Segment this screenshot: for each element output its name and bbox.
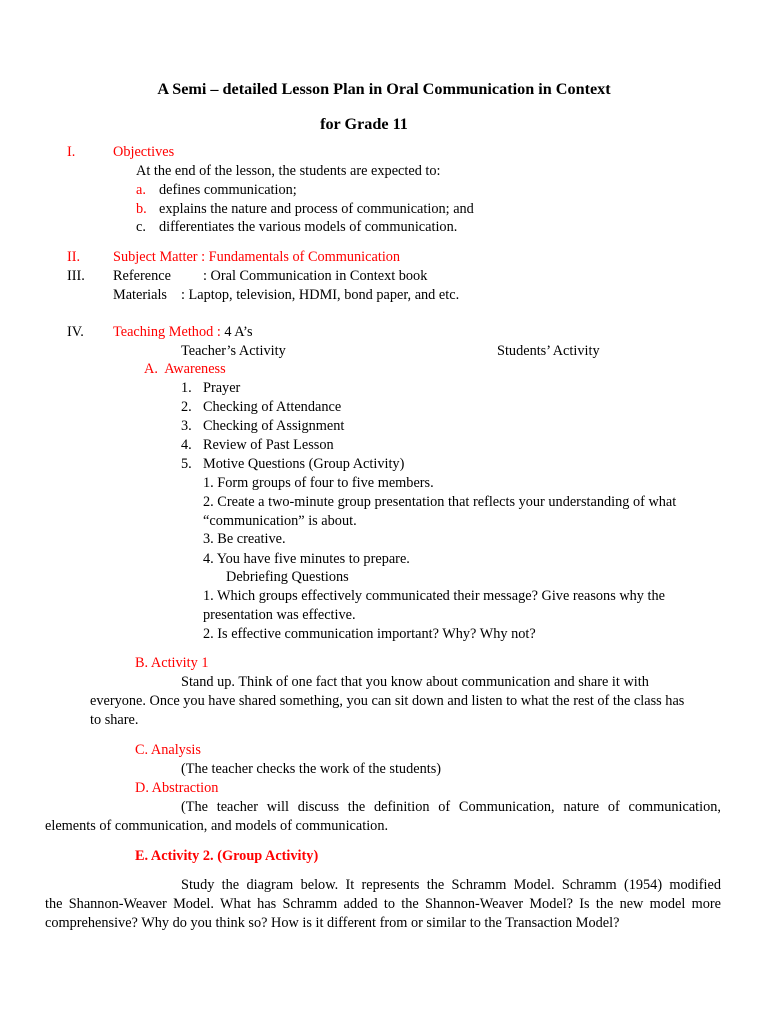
document-subtitle: for Grade 11 <box>320 115 408 133</box>
debriefing-question-2: 2. Is effective communication important? Why? Why not? <box>203 626 536 642</box>
motive-question-3: 3. Be creative. <box>203 531 286 547</box>
objective-b-marker: b. <box>136 201 147 217</box>
objective-a-text: defines communication; <box>159 182 297 198</box>
section-ii-numeral: II. <box>67 249 81 265</box>
abstraction-line2: elements of communication, and models of communication. <box>45 818 389 834</box>
awareness-num-1: 1. <box>181 380 192 396</box>
motive-question-4: 4. You have five minutes to prepare. <box>203 551 410 567</box>
reference-label: Reference <box>113 268 171 284</box>
activity2-heading: E. Activity 2. (Group Activity) <box>135 848 319 864</box>
materials-label: Materials <box>113 287 167 303</box>
section-i-numeral: I. <box>67 144 76 160</box>
section-iii-numeral: III. <box>67 268 85 284</box>
objective-c-marker: c. <box>136 219 146 235</box>
activity1-line3: to share. <box>90 712 139 728</box>
awareness-num-2: 2. <box>181 399 192 415</box>
awareness-num-5: 5. <box>181 456 192 472</box>
awareness-num-3: 3. <box>181 418 192 434</box>
motive-question-1: 1. Form groups of four to five members. <box>203 475 434 491</box>
activity2-line2: the Shannon-Weaver Model. What has Schramm added to the Shannon-Weaver Model? Is the new model more <box>45 896 721 912</box>
awareness-item-5: Motive Questions (Group Activity) <box>203 456 405 472</box>
objective-a-marker: a. <box>136 182 146 198</box>
awareness-num-4: 4. <box>181 437 192 453</box>
awareness-item-1: Prayer <box>203 380 241 396</box>
section-i-heading: Objectives <box>113 144 175 160</box>
analysis-heading: C. Analysis <box>135 742 201 758</box>
abstraction-heading: D. Abstraction <box>135 780 219 796</box>
activity1-line2: everyone. Once you have shared something, you can sit down and listen to what the rest of the class has <box>90 693 685 709</box>
objective-b-text: explains the nature and process of communication; and <box>159 201 474 217</box>
activity2-line1: Study the diagram below. It represents the Schramm Model. Schramm (1954) modified <box>181 877 721 893</box>
activity1-line1: Stand up. Think of one fact that you know about communication and share it with <box>181 674 649 690</box>
motive-question-2-line1: 2. Create a two-minute group presentation that reflects your understanding of what <box>203 494 677 510</box>
students-activity-header: Students’ Activity <box>497 343 600 359</box>
abstraction-line1: (The teacher will discuss the definition of Communication, nature of communication, <box>181 799 721 815</box>
awareness-item-2: Checking of Attendance <box>203 399 342 415</box>
motive-question-2-line2: “communication” is about. <box>203 513 357 529</box>
section-iv-numeral: IV. <box>67 324 84 340</box>
analysis-text: (The teacher checks the work of the students) <box>181 761 442 777</box>
debriefing-heading: Debriefing Questions <box>226 569 349 585</box>
subject-matter: Subject Matter : Fundamentals of Communication <box>113 249 401 265</box>
teacher-activity-header: Teacher’s Activity <box>181 343 286 359</box>
document-title: A Semi – detailed Lesson Plan in Oral Communication in Context <box>157 80 611 98</box>
debriefing-question-1-line1: 1. Which groups effectively communicated their message? Give reasons why the <box>203 588 665 604</box>
teaching-method-value: 4 A’s <box>224 324 253 340</box>
activity2-line3: comprehensive? Why do you think so? How is it different from or similar to the Transaction Model? <box>45 915 620 931</box>
awareness-item-4: Review of Past Lesson <box>203 437 334 453</box>
reference-value: : Oral Communication in Context book <box>203 268 428 284</box>
awareness-item-3: Checking of Assignment <box>203 418 345 434</box>
objective-c-text: differentiates the various models of communication. <box>159 219 458 235</box>
teaching-method-label: Teaching Method : <box>113 324 221 340</box>
materials-value: : Laptop, television, HDMI, bond paper, and etc. <box>181 287 460 303</box>
debriefing-question-1-line2: presentation was effective. <box>203 607 356 623</box>
awareness-heading: A. Awareness <box>144 361 226 377</box>
objectives-intro: At the end of the lesson, the students are expected to: <box>136 163 441 179</box>
activity1-heading: B. Activity 1 <box>135 655 209 671</box>
teaching-method-line <box>113 324 253 341</box>
